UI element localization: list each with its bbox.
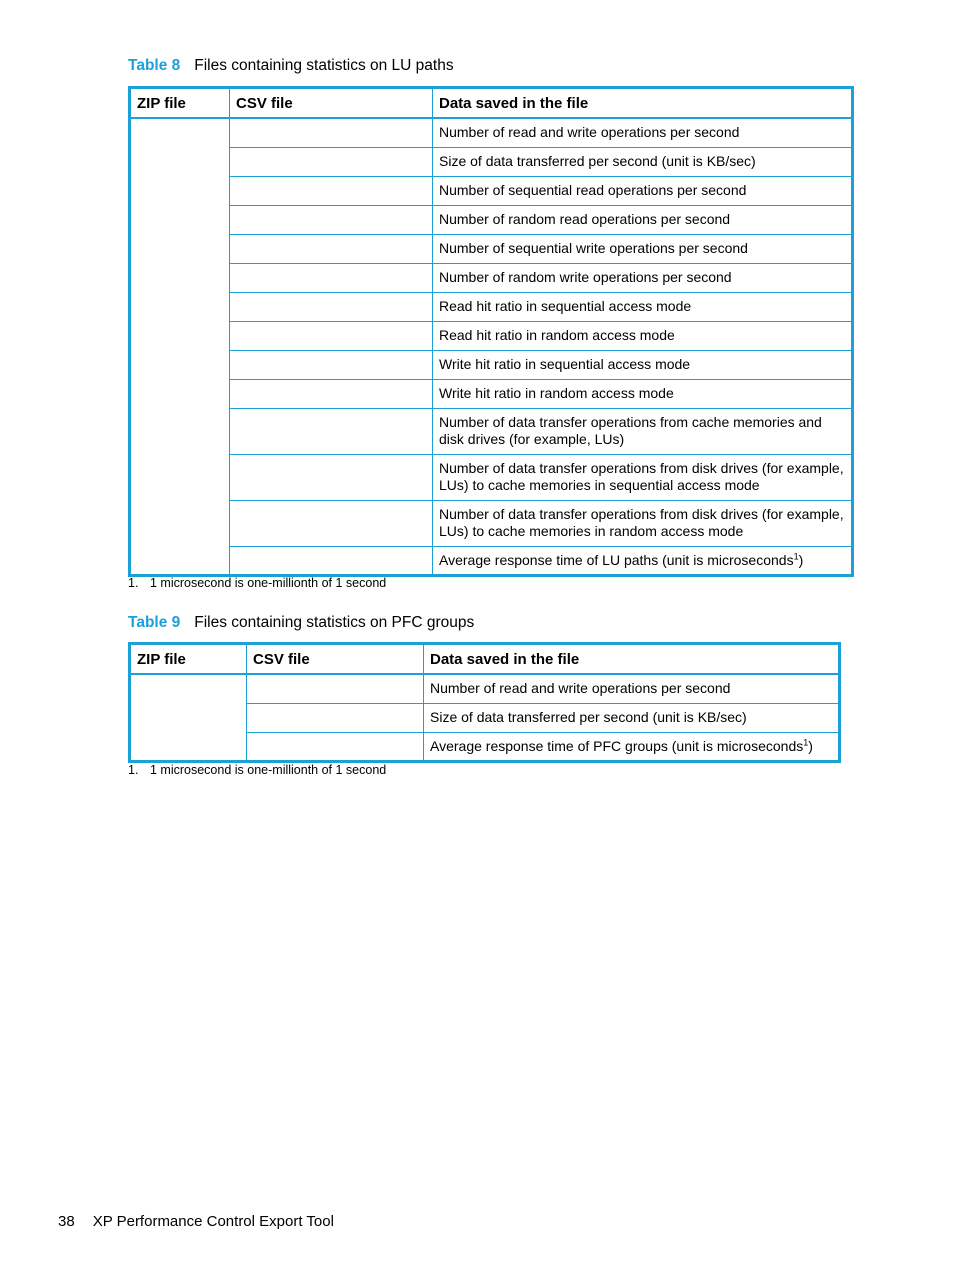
footnote-text: 1 microsecond is one-millionth of 1 second (150, 763, 387, 777)
csv-file-cell (230, 292, 433, 321)
csv-file-cell (230, 234, 433, 263)
csv-file-cell (230, 118, 433, 147)
table-row (130, 292, 853, 321)
table-row (130, 350, 853, 379)
table-row (130, 118, 853, 147)
header-zip-file: ZIP file (130, 644, 247, 675)
header-zip-file: ZIP file (130, 88, 230, 119)
table-9-caption (128, 613, 474, 633)
document-title: XP Performance Control Export Tool (92, 1213, 334, 1230)
csv-file-cell (230, 321, 433, 350)
header-data-saved: Data saved in the file (424, 644, 840, 675)
table-row (130, 454, 853, 500)
csv-file-cell (230, 546, 433, 575)
csv-file-cell (230, 379, 433, 408)
csv-file-cell (247, 674, 424, 703)
table-row (130, 500, 853, 546)
csv-file-cell (230, 408, 433, 454)
data-saved-cell: Number of read and write operations per second (424, 674, 840, 703)
table-8 (128, 86, 854, 577)
data-saved-cell: Number of sequential write operations per second (433, 234, 853, 263)
table-header-row (130, 88, 853, 119)
data-saved-cell (433, 546, 853, 575)
table-8-title: Files containing statistics on LU paths (194, 57, 454, 74)
table-row (130, 263, 853, 292)
data-saved-cell: Read hit ratio in sequential access mode (433, 292, 853, 321)
data-saved-cell: Number of sequential read operations per second (433, 176, 853, 205)
table-row (130, 546, 853, 575)
last-row-close: ) (808, 737, 813, 754)
table-9 (128, 642, 841, 763)
page-footer (58, 1213, 334, 1230)
zip-file-cell (130, 118, 230, 575)
zip-file-cell (130, 674, 247, 761)
page-number: 38 (58, 1213, 75, 1230)
footnote-text: 1 microsecond is one-millionth of 1 second (150, 576, 387, 590)
csv-file-cell (230, 176, 433, 205)
table-9-label: Table 9 (128, 614, 181, 631)
table-8-caption (128, 56, 454, 76)
data-saved-cell: Number of read and write operations per second (433, 118, 853, 147)
header-data-saved: Data saved in the file (433, 88, 853, 119)
table-row (130, 147, 853, 176)
table-row (130, 234, 853, 263)
csv-file-cell (247, 703, 424, 732)
table-header-row (130, 644, 840, 675)
header-csv-file: CSV file (247, 644, 424, 675)
data-saved-cell: Number of data transfer operations from disk drives (for example, LUs) to cache memories in random access mode (433, 500, 853, 546)
footnote-marker: 1 (803, 736, 809, 747)
data-saved-cell: Number of random read operations per second (433, 205, 853, 234)
header-csv-file: CSV file (230, 88, 433, 119)
data-saved-cell: Read hit ratio in random access mode (433, 321, 853, 350)
csv-file-cell (247, 732, 424, 761)
csv-file-cell (230, 205, 433, 234)
csv-file-cell (230, 500, 433, 546)
csv-file-cell (230, 263, 433, 292)
table-row (130, 408, 853, 454)
table-row (130, 379, 853, 408)
table-8-footnote (128, 576, 386, 591)
table-row (130, 176, 853, 205)
data-saved-cell: Number of data transfer operations from disk drives (for example, LUs) to cache memories in sequential access mode (433, 454, 853, 500)
data-saved-cell (424, 732, 840, 761)
data-saved-cell: Size of data transferred per second (unit is KB/sec) (424, 703, 840, 732)
last-row-text: Average response time of PFC groups (unit is microseconds (430, 737, 804, 754)
last-row-close: ) (798, 551, 804, 568)
footnote-number: 1. (128, 576, 139, 590)
data-saved-cell: Write hit ratio in random access mode (433, 379, 853, 408)
data-saved-cell: Number of random write operations per second (433, 263, 853, 292)
csv-file-cell (230, 147, 433, 176)
table-row (130, 674, 840, 703)
data-saved-cell: Write hit ratio in sequential access mode (433, 350, 853, 379)
footnote-marker: 1 (793, 550, 799, 561)
table-row (130, 321, 853, 350)
table-8-label: Table 8 (128, 57, 181, 74)
csv-file-cell (230, 350, 433, 379)
table-row (130, 205, 853, 234)
table-9-footnote (128, 763, 386, 778)
data-saved-cell: Size of data transferred per second (unit is KB/sec) (433, 147, 853, 176)
table-9-title: Files containing statistics on PFC groups (194, 614, 475, 631)
data-saved-cell: Number of data transfer operations from cache memories and disk drives (for example, LUs) (433, 408, 853, 454)
last-row-text: Average response time of LU paths (unit is microseconds (439, 551, 794, 568)
footnote-number: 1. (128, 763, 139, 777)
csv-file-cell (230, 454, 433, 500)
